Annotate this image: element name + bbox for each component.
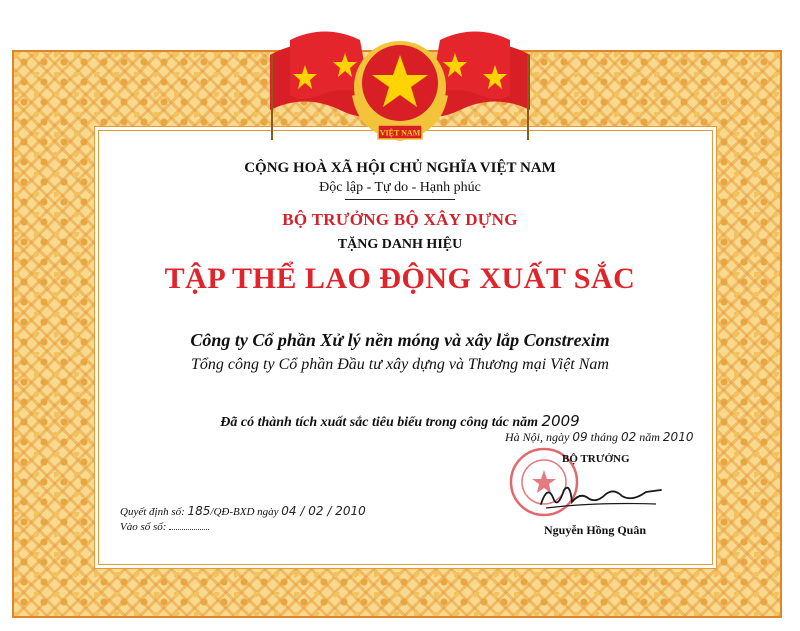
date-year: 2010 [662, 430, 694, 444]
signer-name: Nguyễn Hồng Quân [544, 523, 647, 537]
issuer-heading: BỘ TRƯỞNG BỘ XÂY DỰNG [282, 210, 518, 229]
svg-text:VIỆT NAM: VIỆT NAM [379, 128, 421, 138]
issue-date [505, 430, 693, 445]
motto: Độc lập - Tự do - Hạnh phúc [319, 180, 481, 195]
handwritten-signature [536, 478, 666, 514]
register-blank [169, 529, 209, 530]
date-month-label: tháng [590, 430, 618, 444]
register-reference [120, 521, 209, 533]
register-label: Vào sổ số: [120, 521, 167, 533]
decision-label: Quyết định số: [120, 506, 185, 518]
decision-suffix: /QĐ-BXD ngày [210, 506, 279, 518]
republic-heading: CỘNG HOÀ XÃ HỘI CHỦ NGHĨA VIỆT NAM [244, 160, 556, 176]
achievement-statement [0, 412, 800, 431]
signer-role: BỘ TRƯỞNG [562, 453, 630, 465]
decision-date: 04 / 02 / 2010 [281, 504, 366, 518]
motto-underline [345, 199, 455, 200]
date-day: 09 [572, 430, 588, 444]
award-intro: TẶNG DANH HIỆU [337, 237, 463, 252]
date-month: 02 [620, 430, 637, 444]
achievement-text: Đã có thành tích xuất sắc tiêu biểu trong công tác năm [220, 415, 539, 430]
parent-company: Tổng công ty Cổ phần Đầu tư xây dựng và Thương mại Việt Nam [191, 356, 609, 373]
date-place: Hà Nội, ngày [505, 430, 570, 444]
achievement-year: 2009 [541, 412, 580, 430]
decision-reference [120, 504, 366, 518]
date-year-label: năm [639, 430, 660, 444]
decision-number: 185 [187, 504, 211, 518]
award-title: TẬP THỂ LAO ĐỘNG XUẤT SẮC [164, 262, 636, 295]
national-emblem-with-flags [250, 15, 550, 155]
recipient-company: Công ty Cổ phần Xử lý nền móng và xây lắp Constrexim [190, 330, 610, 350]
